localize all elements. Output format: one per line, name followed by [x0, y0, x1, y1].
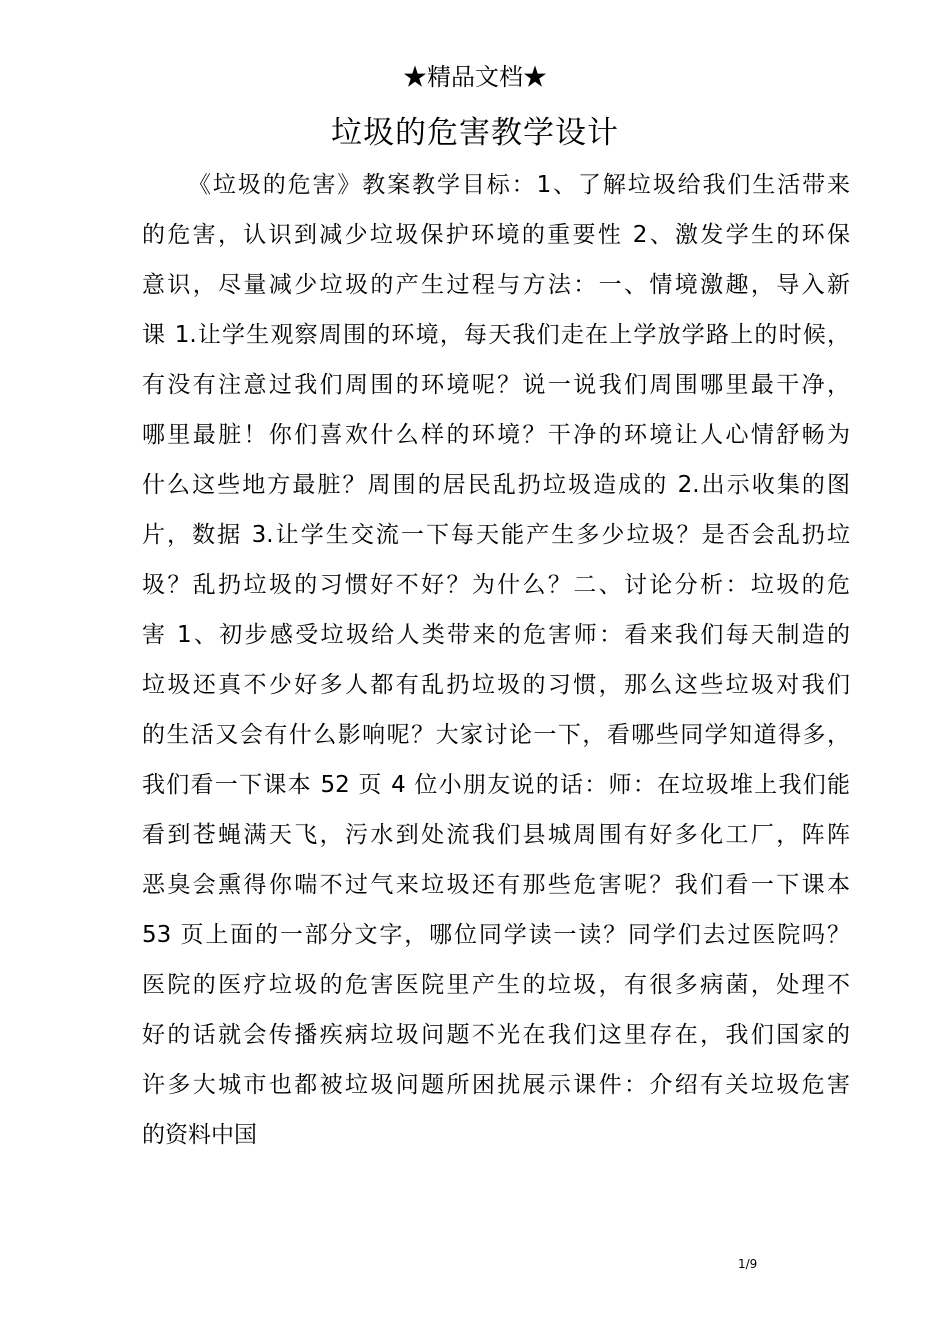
body-line: 53 页上面的一部分文字，哪位同学读一读？同学们去过医院吗？: [142, 922, 850, 948]
body-line: 圾？乱扔垃圾的习惯好不好？为什么？二、讨论分析：垃圾的危: [142, 572, 850, 598]
body-line: 什么这些地方最脏？周围的居民乱扔垃圾造成的 2.出示收集的图: [142, 472, 850, 498]
body-line: 《垃圾的危害》教案教学目标：1、了解垃圾给我们生活带来: [188, 172, 850, 198]
document-body: [142, 160, 850, 1160]
page-header: ★精品文档★: [403, 63, 547, 91]
body-line: 害 1、初步感受垃圾给人类带来的危害师：看来我们每天制造的: [142, 622, 850, 648]
body-line: 的资料中国: [142, 1122, 257, 1148]
body-line: 医院的医疗垃圾的危害医院里产生的垃圾，有很多病菌，处理不: [142, 972, 850, 998]
body-line: 恶臭会熏得你喘不过气来垃圾还有那些危害呢？我们看一下课本: [142, 872, 850, 898]
body-line: 好的话就会传播疾病垃圾问题不光在我们这里存在，我们国家的: [142, 1022, 850, 1048]
body-line: 看到苍蝇满天飞，污水到处流我们县城周围有好多化工厂，阵阵: [142, 822, 850, 848]
document-title: 垃圾的危害教学设计: [331, 115, 619, 151]
page-number: 1/9: [738, 1257, 758, 1271]
body-line: 的生活又会有什么影响呢？大家讨论一下，看哪些同学知道得多，: [142, 722, 850, 748]
body-line: 有没有注意过我们周围的环境呢？说一说我们周围哪里最干净，: [142, 372, 850, 398]
body-line: 意识，尽量减少垃圾的产生过程与方法：一、情境激趣，导入新: [142, 272, 850, 298]
body-line: 许多大城市也都被垃圾问题所困扰展示课件：介绍有关垃圾危害: [142, 1072, 850, 1098]
body-line: 我们看一下课本 52 页 4 位小朋友说的话：师：在垃圾堆上我们能: [142, 772, 850, 798]
body-line: 哪里最脏！你们喜欢什么样的环境？干净的环境让人心情舒畅为: [142, 422, 850, 448]
body-line: 的危害，认识到减少垃圾保护环境的重要性 2、激发学生的环保: [142, 222, 850, 248]
body-line: 片，数据 3.让学生交流一下每天能产生多少垃圾？是否会乱扔垃: [142, 522, 850, 548]
body-line: 课 1.让学生观察周围的环境，每天我们走在上学放学路上的时候，: [142, 322, 850, 348]
body-line: 垃圾还真不少好多人都有乱扔垃圾的习惯，那么这些垃圾对我们: [142, 672, 850, 698]
